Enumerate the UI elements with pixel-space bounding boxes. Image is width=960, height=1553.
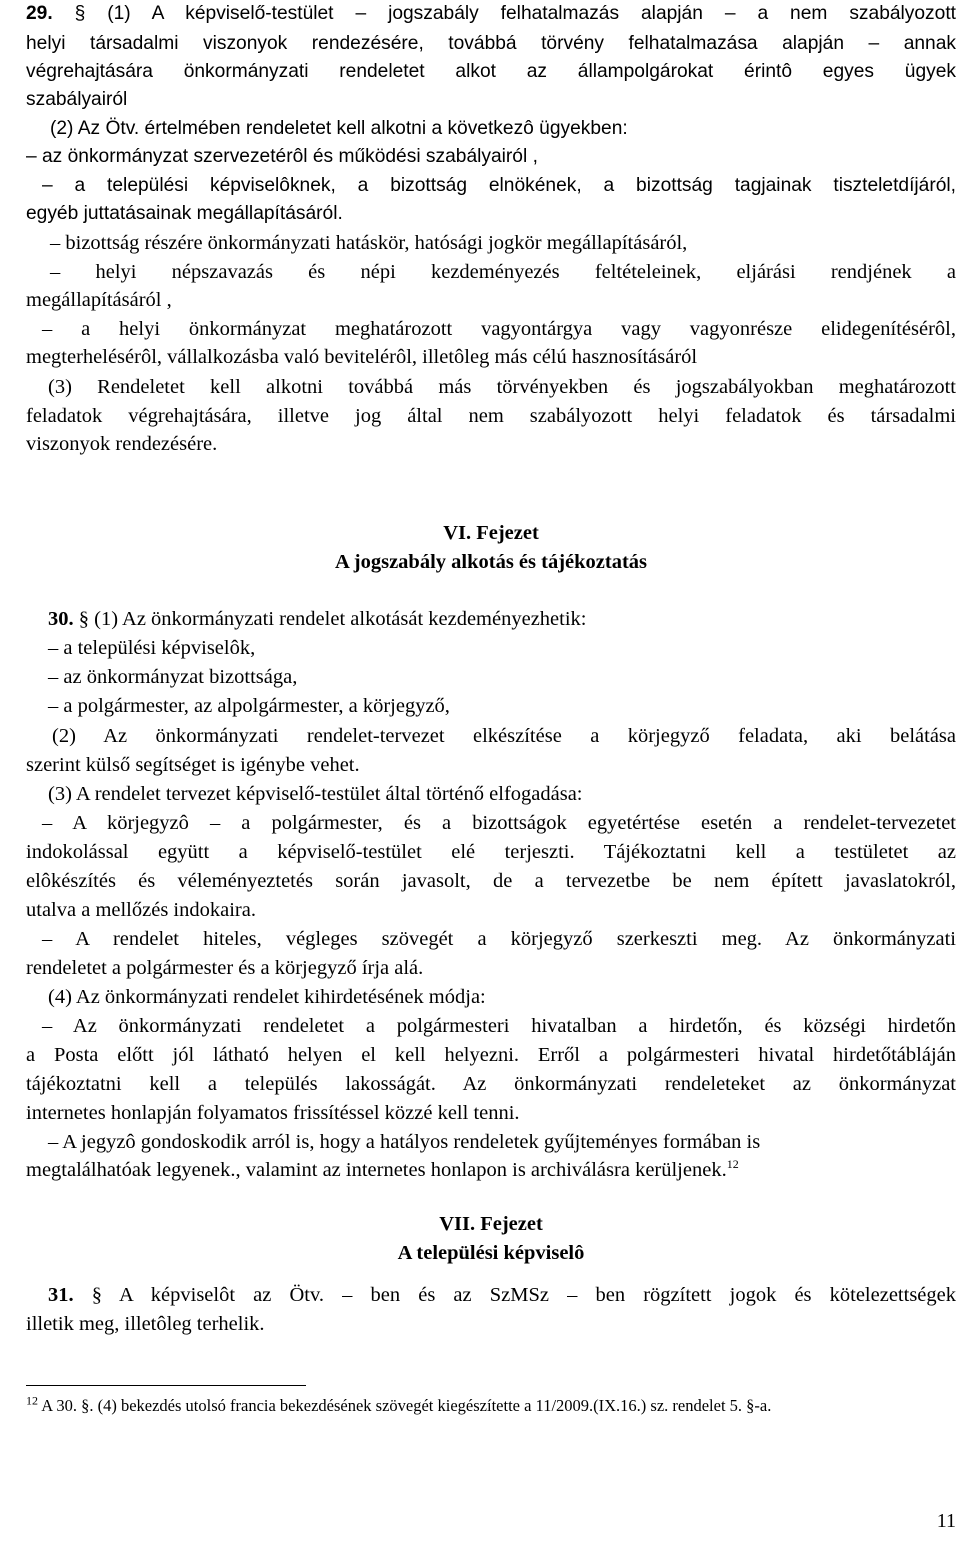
text-line: indokolással együtt a képviselő-testület elé terjeszti. Tájékoztatni kell a testületet az (26, 841, 956, 863)
footnote-separator (26, 1385, 306, 1386)
text-line: – Az önkormányzati rendeletet a polgármesteri hivatalban a hirdetőn, és községi hirdetőn (42, 1015, 956, 1037)
text-line: 30. § (1) Az önkormányzati rendelet alkotását kezdeményezhetik: (48, 608, 587, 630)
text-line: tájékoztatni kell a település lakosságát. Az önkormányzati rendeleteket az önkormányzat (26, 1073, 956, 1095)
page-number: 11 (936, 1510, 956, 1532)
footnote-marker: 12 (26, 1393, 38, 1408)
footnote-text: A 30. §. (4) bekezdés utolsó francia bekezdésének szövegét kiegészítette a 11/2009.(IX.16.) sz. rendelet 5. §-a. (38, 1396, 772, 1415)
text-line: végrehajtására önkormányzati rendeletet alkot az állampolgárokat érintô egyes ügyek (26, 61, 956, 82)
text-line: egyéb juttatásainak megállapításáról. (26, 203, 343, 224)
text-line: – a helyi önkormányzat meghatározott vagyontárgya vagy vagyonrésze elidegenítésérôl, (42, 318, 956, 340)
text-line: – A rendelet hiteles, végleges szövegét a körjegyző szerkeszti meg. Az önkormányzati (42, 928, 956, 950)
text-line: – A jegyzô gondoskodik arról is, hogy a hatályos rendeletek gyűjteményes formában is (48, 1131, 761, 1153)
text-line: internetes honlapján folyamatos frissítéssel közzé kell tenni. (26, 1102, 520, 1124)
text-line: 29. § (1) A képviselő-testület – jogszabály felhatalmazás alapján – a nem szabályozott (26, 3, 956, 24)
text-line: (3) Rendeletet kell alkotni továbbá más törvényekben és jogszabályokban meghatározott (48, 376, 956, 398)
text-line: rendeletet a polgármester és a körjegyző írja alá. (26, 957, 424, 979)
text-line: (3) A rendelet tervezet képviselő-testület által történő elfogadása: (48, 783, 583, 805)
text-line: – a települési képviselôknek, a bizottság elnökének, a bizottság tagjainak tiszteletdíjáról, (42, 175, 956, 196)
text-line: – az önkormányzat bizottsága, (48, 666, 298, 688)
section-number: 31. (48, 1284, 74, 1306)
text-line: – a települési képviselôk, (48, 637, 256, 659)
text-line: (2) Az önkormányzati rendelet-tervezet elkészítése a körjegyző feladata, aki belátása (52, 725, 956, 747)
text-line: – az önkormányzat szervezetérôl és működési szabályairól , (26, 146, 538, 167)
footnote (26, 1392, 956, 1420)
text-line: (4) Az önkormányzati rendelet kihirdetésének módja: (48, 986, 486, 1008)
text-line: A jogszabály alkotás és tájékoztatás (334, 551, 648, 573)
text-line: VI. Fejezet (443, 522, 539, 544)
text-line: helyi társadalmi viszonyok rendezésére, továbbá törvény felhatalmazása alapján – annak (26, 33, 956, 54)
text-line: a Posta előtt jól látható helyen el kell helyezni. Erről a polgármesteri hivatal hirdetőtábláján (26, 1044, 956, 1066)
text-line: megállapításáról , (26, 289, 172, 311)
text-line: szerint külső segítséget is igénybe vehet. (26, 754, 360, 776)
text-line: VII. Fejezet (439, 1213, 543, 1235)
text-line: – a polgármester, az alpolgármester, a körjegyző, (48, 695, 450, 717)
text-line: megtalálhatóak legyenek., valamint az internetes honlapon is archiválásra kerüljenek.$^{12}$ (26, 1157, 739, 1181)
text-line: – A körjegyzô – a polgármester, és a bizottságok egyetértése esetén a rendelet-tervezetet (42, 812, 956, 834)
text-line: – helyi népszavazás és népi kezdeményezés feltételeinek, eljárási rendjének a (50, 261, 956, 283)
text-line: elôkészítés és véleményeztetés során javasolt, de a tervezetbe be nem épített javaslatokról, (26, 870, 956, 892)
text-line: szabályairól (26, 89, 128, 110)
text-line: megterhelésérôl, vállalkozásba való bevitelérôl, illetôleg más célú hasznosításáról (26, 346, 698, 368)
text-line: A települési képviselô (397, 1242, 585, 1264)
text-line: feladatok végrehajtására, illetve jog által nem szabályozott helyi feladatok és társadalmi (26, 405, 956, 427)
text-line: – bizottság részére önkormányzati hatáskör, hatósági jogkör megállapításáról, (50, 232, 688, 254)
footnote-ref: 12 (726, 1157, 739, 1172)
text-line: viszonyok rendezésére. (26, 433, 218, 455)
text-line: (2) Az Ötv. értelmében rendeletet kell alkotni a következô ügyekben: (50, 118, 628, 139)
section-number: 29. (26, 3, 53, 24)
text-line: utalva a mellőzés indokaira. (26, 899, 256, 921)
text-line: 31. § A képviselôt az Ötv. – ben és az SzMSz – ben rögzített jogok és kötelezettségek (48, 1284, 956, 1306)
text-line: illetik meg, illetôleg terhelik. (26, 1313, 265, 1335)
section-number: 30. (48, 608, 74, 630)
